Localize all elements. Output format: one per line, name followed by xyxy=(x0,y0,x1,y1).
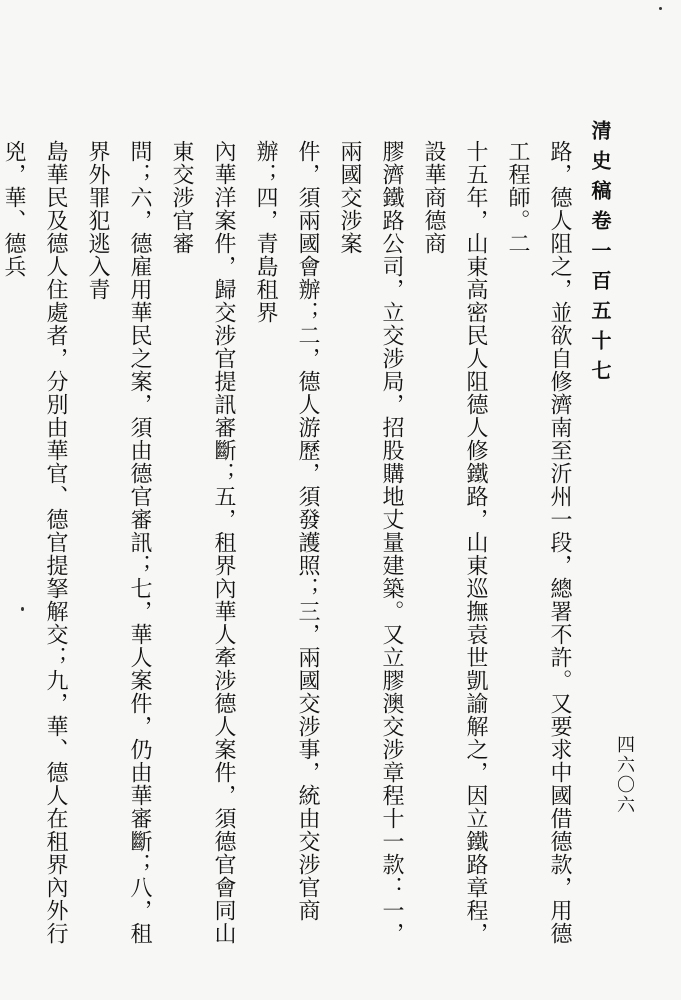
text-column: 內華洋案件，歸交涉官提訊審斷；五，租界內華人牽涉德人案件，須德官會同山東交涉官審 xyxy=(169,140,236,945)
text-column: 問；六，德雇用華民之案，須由德官審訊；七，華人案件，仍由華審斷；八，租界外罪犯逃入青 xyxy=(85,140,152,945)
book-title: 清史稿卷一百五十七 xyxy=(588,120,612,390)
text-column: 件，須兩國會辦；二，德人游歷，須發護照；三，兩國交涉事，統由交涉官商辦；四，青島租界 xyxy=(253,140,320,922)
body-text xyxy=(1,140,580,960)
page-number: 四六〇六 xyxy=(614,735,635,815)
scan-speck xyxy=(659,7,662,10)
text-column: 路，德人阻之，並欲自修濟南至沂州一段，總署不許。又要求中國借德款，用德工程師。二 xyxy=(505,140,572,945)
text-column: 膠濟鐵路公司，立交涉局，招股購地丈量建築。又立膠澳交涉章程十一款：一，兩國交涉案 xyxy=(337,140,404,945)
scan-speck xyxy=(21,607,24,611)
text-column: 十五年，山東高密民人阻德人修鐵路，山東巡撫袁世凱諭解之，因立鐵路章程，設華商德商 xyxy=(421,140,488,945)
text-column: 島華民及德人住處者，分別由華官、德官提拏解交；九，華、德人在租界內外行兇，華、德兵 xyxy=(1,140,68,945)
